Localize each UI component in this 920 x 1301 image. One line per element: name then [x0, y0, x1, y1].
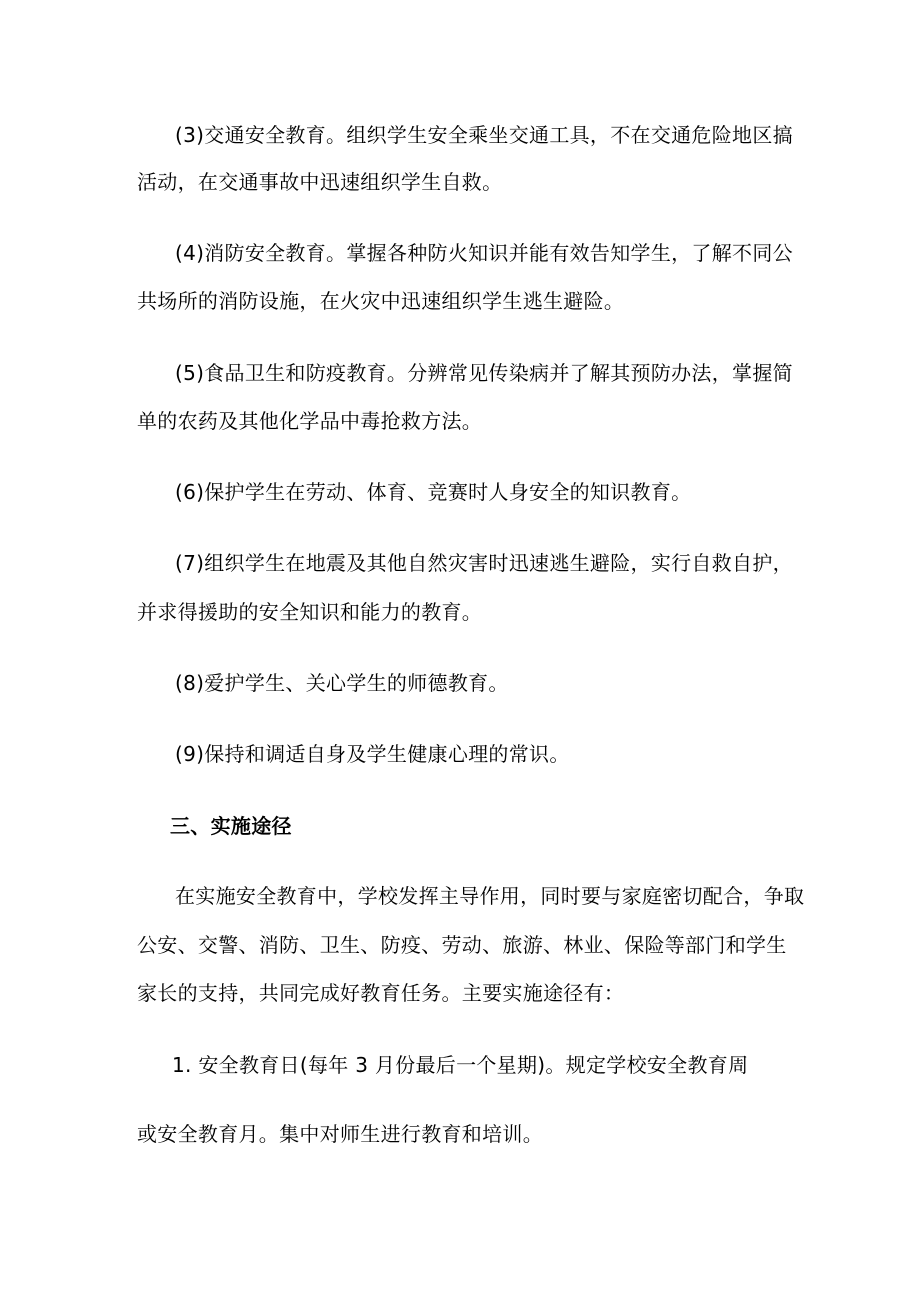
section-heading: 三、实施途径: [170, 814, 292, 838]
item-6-line-1: (6)保护学生在劳动、体育、竞赛时人身安全的知识教育。: [175, 480, 692, 504]
intro-line-1: 在实施安全教育中，学校发挥主导作用，同时要与家庭密切配合，争取: [175, 884, 805, 908]
way-1-line-1: 1. 安全教育日(每年 3 月份最后一个星期)。规定学校安全教育周: [172, 1053, 749, 1077]
way-1-line-2: 或安全教育月。集中对师生进行教育和培训。: [137, 1122, 543, 1146]
item-7-line-2: 并求得援助的安全知识和能力的教育。: [137, 600, 483, 624]
item-5-line-2: 单的农药及其他化学品中毒抢救方法。: [137, 409, 483, 433]
item-5-line-1: (5)食品卫生和防疫教育。分辨常见传染病并了解其预防办法，掌握简: [175, 361, 793, 385]
item-9-line-1: (9)保持和调适自身及学生健康心理的常识。: [175, 742, 570, 766]
item-7-line-1: (7)组织学生在地震及其他自然灾害时迅速逃生避险，实行自救自护，: [175, 551, 793, 575]
item-4-line-1: (4)消防安全教育。掌握各种防火知识并能有效告知学生，了解不同公: [175, 241, 793, 265]
item-8-line-1: (8)爱护学生、关心学生的师德教育。: [175, 671, 509, 695]
item-4-line-2: 共场所的消防设施，在火灾中迅速组织学生逃生避险。: [137, 289, 625, 313]
item-3-line-1: (3)交通安全教育。组织学生安全乘坐交通工具，不在交通危险地区搞: [175, 123, 793, 147]
item-3-line-2: 活动，在交通事故中迅速组织学生自救。: [137, 170, 503, 194]
intro-line-2: 公安、交警、消防、卫生、防疫、劳动、旅游、林业、保险等部门和学生: [137, 933, 787, 957]
intro-line-3: 家长的支持，共同完成好教育任务。主要实施途径有：: [137, 981, 625, 1005]
